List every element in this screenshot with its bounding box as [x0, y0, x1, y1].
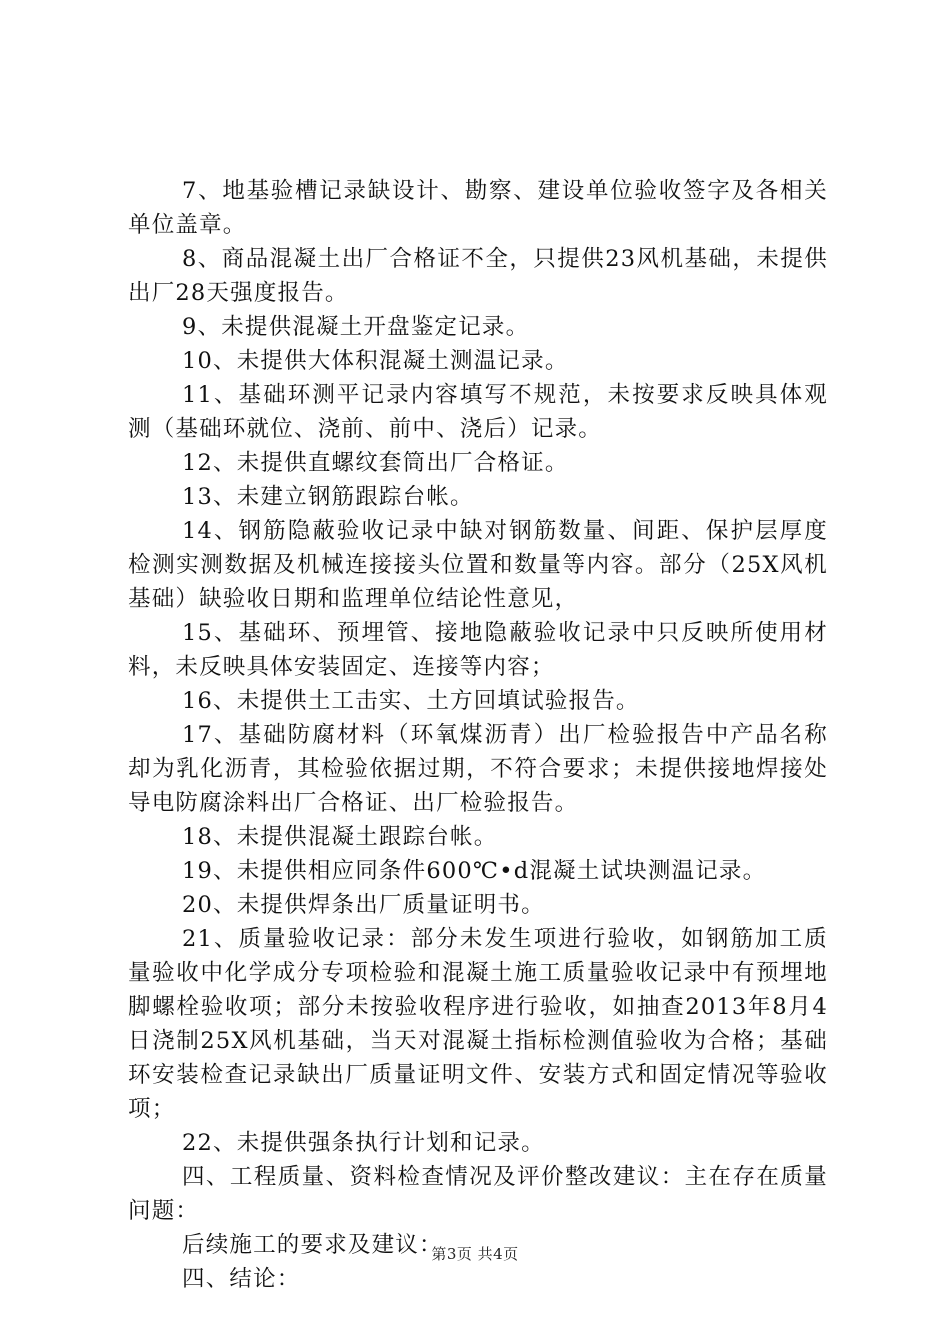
section-heading-followup: 后续施工的要求及建议： [182, 1232, 443, 1258]
document-body [128, 174, 828, 1296]
page-footer [0, 1244, 950, 1264]
paragraph-item-12: 12、未提供直螺纹套筒出厂合格证。 [182, 450, 569, 476]
paragraph-item-9: 9、未提供混凝土开盘鉴定记录。 [182, 314, 530, 340]
paragraph-item-22: 22、未提供强条执行计划和记录。 [182, 1130, 545, 1156]
paragraph-item-14: 14、钢筋隐蔽验收记录中缺对钢筋数量、间距、保护层厚度检测实测数据及机械连接接头位置和数量等内容。部分（25X风机基础）缺验收日期和监理单位结论性意见， [128, 518, 828, 612]
paragraph-item-16: 16、未提供土工击实、土方回填试验报告。 [182, 688, 640, 714]
page-number: 第3页 共4页 [431, 1245, 519, 1263]
section-heading-conclusion: 四、结论： [182, 1266, 301, 1292]
paragraph-item-13: 13、未建立钢筋跟踪台帐。 [182, 484, 474, 510]
paragraph-item-17: 17、基础防腐材料（环氧煤沥青）出厂检验报告中产品名称却为乳化沥青，其检验依据过期，不符合要求；未提供接地焊接处导电防腐涂料出厂合格证、出厂检验报告。 [128, 722, 828, 816]
paragraph-item-7: 7、地基验槽记录缺设计、勘察、建设单位验收签字及各相关单位盖章。 [128, 178, 828, 238]
paragraph-item-11: 11、基础环测平记录内容填写不规范，未按要求反映具体观测（基础环就位、浇前、前中、浇后）记录。 [128, 382, 828, 442]
paragraph-item-15: 15、基础环、预埋管、接地隐蔽验收记录中只反映所使用材料，未反映具体安装固定、连接等内容； [128, 620, 828, 680]
paragraph-item-8: 8、商品混凝土出厂合格证不全，只提供23风机基础，未提供出厂28天强度报告。 [128, 246, 828, 306]
paragraph-item-18: 18、未提供混凝土跟踪台帐。 [182, 824, 498, 850]
paragraph-item-20: 20、未提供焊条出厂质量证明书。 [182, 892, 545, 918]
paragraph-item-10: 10、未提供大体积混凝土测温记录。 [182, 348, 569, 374]
paragraph-item-21: 21、质量验收记录：部分未发生项进行验收，如钢筋加工质量验收中化学成分专项检验和混凝土施工质量验收记录中有预埋地脚螺栓验收项；部分未按验收程序进行验收，如抽查2013年8月4日浇制25X风机基础，当天对混凝土指标检测值验收为合格；基础环安装检查记录缺出厂质量证明文件、安装方式和固定情况等验收项； [128, 926, 828, 1122]
paragraph-item-19: 19、未提供相应同条件600℃•d混凝土试块测温记录。 [182, 858, 767, 884]
section-heading-quality-review: 四、工程质量、资料检查情况及评价整改建议：主在存在质量问题： [128, 1164, 828, 1224]
